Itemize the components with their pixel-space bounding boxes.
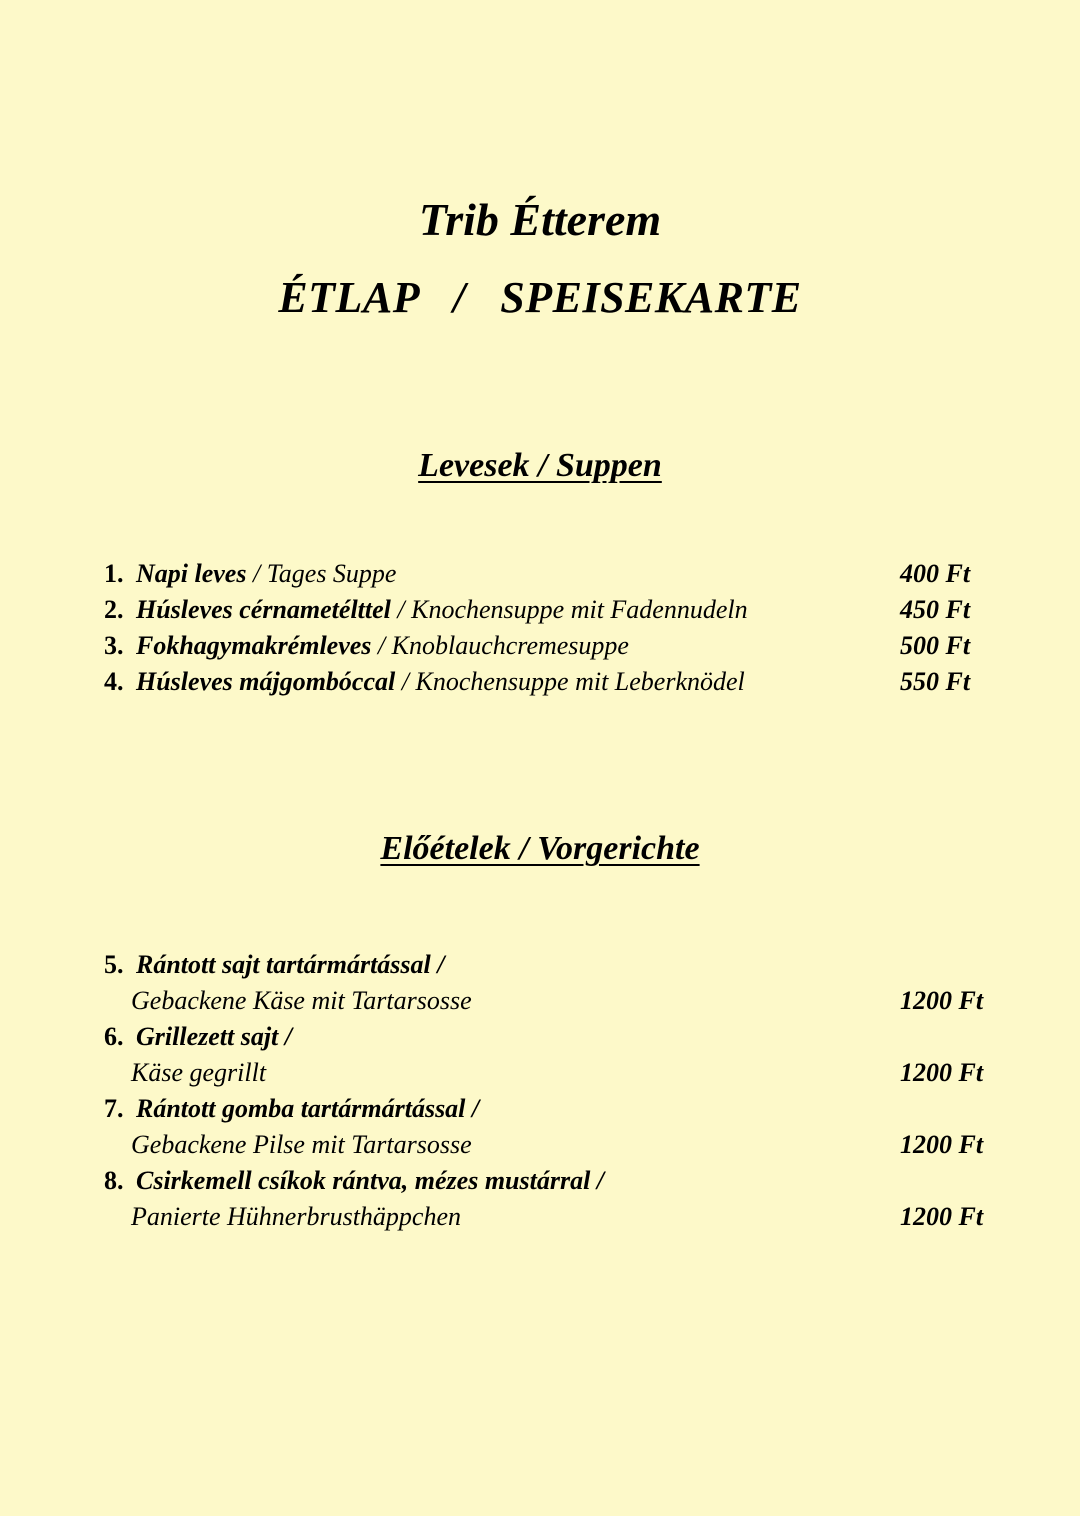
item-number: 5. [104, 950, 124, 979]
section-heading-soups: Levesek / Suppen [418, 447, 662, 484]
item-number: 3. [104, 631, 124, 660]
item-price: 1200 Ft [900, 986, 984, 1015]
restaurant-name: Trib Étterem [418, 194, 662, 245]
item-price: 400 Ft [900, 559, 971, 588]
menu-item-starter-5 [104, 947, 444, 983]
menu-item-soup-2 [104, 592, 748, 628]
menu-item-soup-1 [104, 556, 396, 592]
item-name-de: Gebackene Pilse mit Tartarsosse [131, 1130, 472, 1159]
item-name-de: Knoblauchcremesuppe [391, 631, 629, 660]
item-price: 1200 Ft [900, 1202, 984, 1231]
item-number: 7. [104, 1094, 124, 1123]
item-name-de: Tages Suppe [266, 559, 397, 588]
section-heading-starters: Előételek / Vorgerichte [380, 830, 700, 867]
item-name-hu: Grillezett sajt / [136, 1022, 292, 1051]
menu-title: ÉTLAP / SPEISEKARTE [278, 273, 802, 322]
menu-item-starter-8 [104, 1163, 604, 1199]
menu-item-starter-7 [104, 1091, 479, 1127]
item-name-de: Panierte Hühnerbrusthäppchen [131, 1202, 462, 1231]
menu-item-starter-6 [104, 1019, 292, 1055]
item-price: 450 Ft [900, 595, 971, 624]
item-name-hu: Rántott gomba tartármártással / [136, 1094, 480, 1123]
menu-item-soup-3 [104, 628, 629, 664]
item-price: 1200 Ft [900, 1130, 984, 1159]
item-name-hu: Húsleves cérnametélttel [136, 595, 391, 624]
item-name-hu: Rántott sajt tartármártással / [136, 950, 445, 979]
item-separator: / [246, 559, 267, 588]
item-price: 500 Ft [900, 631, 971, 660]
item-separator: / [390, 595, 412, 624]
menu-item-soup-4 [104, 664, 745, 700]
item-number: 6. [104, 1022, 124, 1051]
item-name-de: Knochensuppe mit Fadennudeln [411, 595, 748, 624]
item-name-de: Käse gegrillt [131, 1058, 267, 1087]
item-number: 2. [104, 595, 124, 624]
item-name-hu: Csirkemell csíkok rántva, mézes mustárral / [136, 1166, 605, 1195]
item-price: 1200 Ft [900, 1058, 984, 1087]
item-number: 4. [104, 667, 124, 696]
item-name-hu: Napi leves [136, 559, 247, 588]
item-name-de: Knochensuppe mit Leberknödel [415, 667, 745, 696]
item-price: 550 Ft [900, 667, 971, 696]
item-number: 1. [104, 559, 124, 588]
item-name-hu: Fokhagymakrémleves [136, 631, 372, 660]
item-separator: / [371, 631, 392, 660]
item-number: 8. [104, 1166, 124, 1195]
item-separator: / [395, 667, 416, 696]
item-name-de: Gebackene Käse mit Tartarsosse [131, 986, 472, 1015]
item-name-hu: Húsleves májgombóccal [136, 667, 396, 696]
